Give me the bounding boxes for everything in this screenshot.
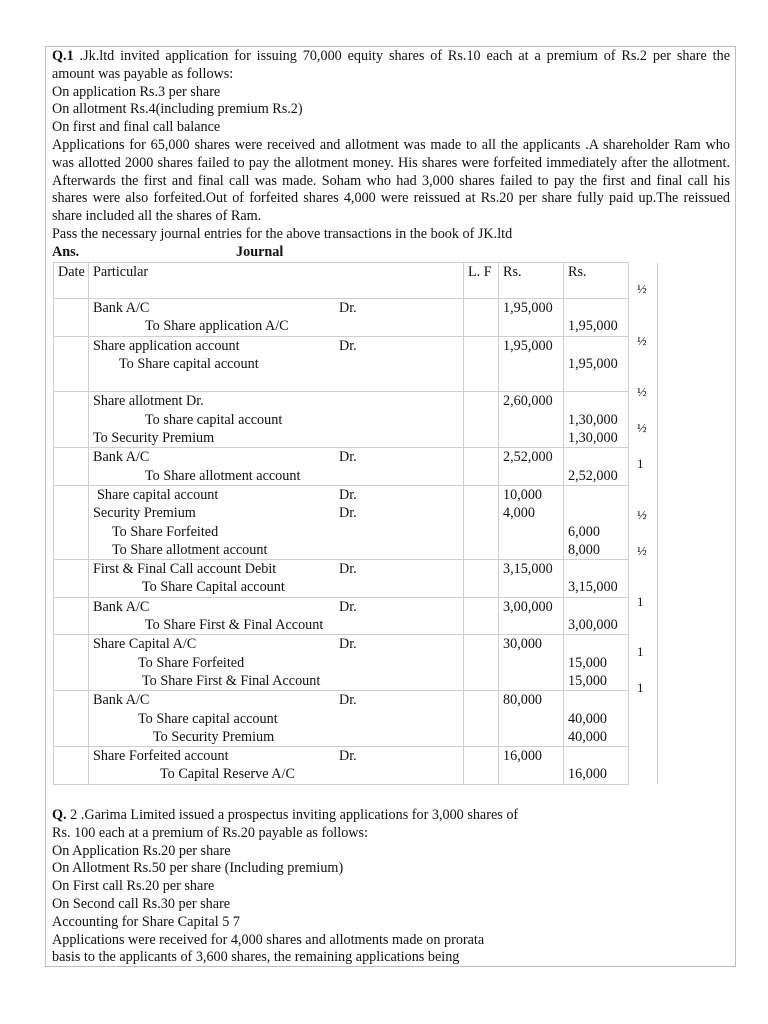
marks-column	[637, 262, 654, 806]
credit-amount	[568, 691, 624, 709]
credit-amount: 1,30,000	[568, 430, 618, 447]
entry-debit	[499, 691, 564, 747]
entry-debit	[499, 336, 564, 392]
debit-tag: Dr.	[339, 561, 357, 578]
debit-amount	[503, 467, 559, 485]
particular-line	[93, 337, 459, 355]
q2-label: Q.	[52, 807, 67, 823]
entry-particular	[89, 597, 464, 635]
entry-debit	[499, 560, 564, 598]
credit-amount: 40,000	[568, 710, 608, 727]
mark: 1	[637, 456, 644, 471]
q1-line-2: On allotment Rs.4(including premium Rs.2)	[52, 101, 303, 118]
entry-particular	[89, 560, 464, 598]
entry-date	[54, 635, 89, 691]
q1-line-0: .Jk.ltd invited application for issuing 70,000 equity shares of Rs.10 each at a premium of Rs.2 per share the amount was payable as follows:	[52, 48, 730, 82]
credit-amount	[568, 598, 624, 616]
entry-lf	[464, 448, 499, 486]
debit-tag: Dr.	[339, 505, 357, 522]
entry-particular	[89, 392, 464, 448]
entry-date	[54, 299, 89, 337]
mark: 1	[637, 594, 644, 609]
particular-line	[93, 578, 459, 596]
q2-intro	[52, 807, 612, 825]
debit-amount	[503, 373, 559, 391]
entry-credit	[564, 747, 629, 785]
particular-line	[93, 317, 459, 335]
journal-entry-row	[54, 336, 658, 392]
debit-tag: Dr.	[339, 300, 357, 316]
entry-particular	[89, 691, 464, 747]
particular-line	[93, 616, 459, 634]
mark: ½	[637, 543, 647, 558]
journal-body	[54, 299, 658, 785]
credit-amount	[568, 337, 624, 355]
journal-entry-row	[54, 392, 658, 448]
entry-date	[54, 560, 89, 598]
entry-particular	[89, 448, 464, 486]
journal-entry-row	[54, 560, 658, 598]
particular-line	[93, 392, 459, 410]
answer-heading	[52, 244, 284, 262]
entry-date	[54, 392, 89, 448]
particular-text: To Capital Reserve A/C	[160, 766, 295, 783]
particular-text: Bank A/C	[93, 300, 150, 316]
q1-line-5: Pass the necessary journal entries for the above transactions in the book of JK.ltd	[52, 225, 513, 242]
debit-amount	[503, 541, 559, 559]
debit-amount	[503, 654, 559, 672]
journal-entry-row	[54, 635, 658, 691]
credit-amount	[568, 504, 624, 522]
q2-line-6: Accounting for Share Capital 5 7	[52, 913, 240, 930]
credit-amount	[568, 747, 624, 765]
q2-line-8: basis to the applicants of 3,600 shares, the remaining applications being	[52, 949, 460, 966]
particular-line	[93, 411, 459, 429]
particular-text: To Share allotment account	[112, 541, 268, 558]
credit-amount	[568, 560, 624, 578]
particular-line	[93, 654, 459, 672]
particular-text: To Share Capital account	[142, 579, 285, 596]
entry-particular	[89, 747, 464, 785]
credit-amount: 1,30,000	[568, 411, 618, 428]
debit-amount	[503, 355, 559, 373]
entry-particular	[89, 299, 464, 337]
header-credit: Rs.	[564, 263, 629, 299]
entry-credit	[564, 392, 629, 448]
credit-amount: 15,000	[568, 654, 608, 671]
mark: ½	[637, 507, 647, 522]
credit-amount: 15,000	[568, 672, 608, 689]
entry-date	[54, 336, 89, 392]
credit-amount	[568, 486, 624, 504]
journal-table	[53, 262, 658, 785]
debit-tag: Dr.	[339, 598, 357, 615]
answer-label: Ans.	[52, 244, 80, 260]
credit-amount: 8,000	[568, 541, 600, 558]
particular-text: Share Capital A/C	[93, 636, 197, 653]
entry-particular	[89, 336, 464, 392]
debit-tag: Dr.	[339, 449, 357, 466]
entry-lf	[464, 392, 499, 448]
entry-date	[54, 747, 89, 785]
particular-text: Bank A/C	[93, 692, 150, 709]
particular-text: To Security Premium	[93, 430, 215, 447]
debit-amount: 30,000	[503, 636, 543, 653]
q2-line-4: On First call Rs.20 per share	[52, 878, 215, 895]
particular-text: To Share capital account	[119, 355, 259, 372]
q2-line-5: On Second call Rs.30 per share	[52, 895, 231, 912]
debit-amount	[503, 578, 559, 596]
entry-debit	[499, 448, 564, 486]
particular-line	[93, 691, 459, 709]
particular-line	[93, 429, 459, 447]
entry-credit	[564, 336, 629, 392]
entry-credit	[564, 691, 629, 747]
particular-line	[93, 467, 459, 485]
debit-amount	[503, 523, 559, 541]
particular-text: Share Forfeited account	[93, 748, 229, 765]
header-date: Date	[54, 263, 89, 299]
entry-lf	[464, 336, 499, 392]
entry-credit	[564, 597, 629, 635]
particular-line	[93, 486, 459, 504]
journal-entry-row	[54, 597, 658, 635]
entry-particular	[89, 485, 464, 559]
q2-line-3: On Allotment Rs.50 per share (Including premium)	[52, 860, 344, 877]
q2-line-1: Rs. 100 each at a premium of Rs.20 payable as follows:	[52, 824, 368, 841]
debit-amount	[503, 411, 559, 429]
particular-text: Share capital account	[97, 486, 219, 503]
entry-lf	[464, 635, 499, 691]
entry-debit	[499, 747, 564, 785]
particular-line	[93, 373, 459, 391]
credit-amount: 6,000	[568, 523, 600, 540]
entry-credit	[564, 560, 629, 598]
entry-lf	[464, 747, 499, 785]
credit-amount: 1,95,000	[568, 355, 618, 372]
credit-amount	[568, 373, 624, 391]
q2-line-7: Applications were received for 4,000 shares and allotments made on prorata	[52, 931, 485, 948]
particular-line	[93, 728, 459, 746]
debit-amount	[503, 710, 559, 728]
debit-tag: Dr.	[339, 748, 357, 765]
credit-amount	[568, 448, 624, 466]
debit-amount	[503, 672, 559, 690]
particular-text: To Share application A/C	[145, 318, 289, 335]
particular-text: Bank A/C	[93, 449, 150, 466]
particular-text: To Share First & Final Account	[145, 617, 324, 634]
header-particular: Particular	[89, 263, 464, 299]
debit-amount: 2,52,000	[503, 449, 553, 466]
particular-text: To Share allotment account	[145, 467, 301, 484]
entry-credit	[564, 485, 629, 559]
particular-text: To Share capital account	[138, 710, 278, 727]
particular-line	[93, 523, 459, 541]
entry-credit	[564, 448, 629, 486]
mark: ½	[637, 420, 647, 435]
particular-text: Share application account	[93, 337, 240, 354]
q1-line-4: Applications for 65,000 shares were received and allotment was made to all the applicants .A shareholder Ram who was allotted 2000 shares failed to pay the allotment money. His shares were forfeited immediately after the allotment. Afterwards the first and final call was made. Soham who had 3,000 shares failed to pay the first and final call his shares were also forfeited.Out of forfeited shares 4,000 were reissued at Rs.20 per share fully paid up.The reissued share included all the shares of Ram.	[52, 136, 730, 225]
debit-amount	[503, 616, 559, 634]
debit-amount: 10,000	[503, 486, 543, 503]
entry-debit	[499, 392, 564, 448]
entry-date	[54, 485, 89, 559]
particular-text: Bank A/C	[93, 598, 150, 615]
entry-lf	[464, 597, 499, 635]
credit-amount	[568, 392, 624, 410]
particular-line	[93, 747, 459, 765]
debit-amount	[503, 429, 559, 447]
particular-text: To Security Premium	[153, 728, 275, 745]
entry-credit	[564, 299, 629, 337]
q2-line-0: 2 .Garima Limited issued a prospectus inviting applications for 3,000 shares of	[66, 807, 519, 823]
journal-entry-row	[54, 747, 658, 785]
particular-text: First & Final Call account Debit	[93, 561, 277, 578]
particular-text: To Share First & Final Account	[142, 672, 321, 689]
particular-line	[93, 504, 459, 522]
q1-intro	[52, 48, 730, 84]
journal-title: Journal	[236, 244, 284, 260]
mark: ½	[637, 333, 647, 348]
credit-amount	[568, 299, 624, 317]
q1-line-3: On first and final call balance	[52, 119, 221, 136]
particular-line	[93, 598, 459, 616]
debit-tag: Dr.	[339, 692, 357, 709]
journal-entry-row	[54, 299, 658, 337]
q1-line-1: On application Rs.3 per share	[52, 83, 221, 100]
debit-amount	[503, 765, 559, 783]
particular-text: Share allotment Dr.	[93, 393, 204, 410]
debit-amount: 16,000	[503, 748, 543, 765]
entry-lf	[464, 560, 499, 598]
entry-credit	[564, 635, 629, 691]
particular-text: To Share Forfeited	[138, 654, 245, 671]
q2-line-2: On Application Rs.20 per share	[52, 842, 231, 859]
entry-debit	[499, 635, 564, 691]
particular-line	[93, 560, 459, 578]
mark: ½	[637, 281, 647, 296]
credit-amount: 1,95,000	[568, 318, 618, 335]
credit-amount: 16,000	[568, 766, 608, 783]
debit-amount: 80,000	[503, 692, 543, 709]
mark: 1	[637, 644, 644, 659]
entry-date	[54, 597, 89, 635]
entry-lf	[464, 299, 499, 337]
particular-line	[93, 355, 459, 373]
particular-line	[93, 672, 459, 690]
entry-debit	[499, 299, 564, 337]
credit-amount	[568, 635, 624, 653]
particular-line	[93, 765, 459, 783]
debit-amount: 1,95,000	[503, 337, 553, 354]
entry-debit	[499, 597, 564, 635]
debit-amount: 2,60,000	[503, 393, 553, 410]
journal-entry-row	[54, 691, 658, 747]
entry-date	[54, 448, 89, 486]
entry-lf	[464, 691, 499, 747]
particular-line	[93, 448, 459, 466]
credit-amount: 40,000	[568, 728, 608, 745]
journal-entry-row	[54, 485, 658, 559]
particular-text: Security Premium	[93, 505, 196, 522]
mark: 1	[637, 680, 644, 695]
header-lf: L. F	[464, 263, 499, 299]
journal-entry-row	[54, 448, 658, 486]
debit-amount: 3,00,000	[503, 598, 553, 615]
debit-tag: Dr.	[339, 337, 357, 354]
debit-amount	[503, 728, 559, 746]
particular-line	[93, 299, 459, 317]
particular-line	[93, 541, 459, 559]
debit-amount: 1,95,000	[503, 300, 553, 316]
credit-amount: 2,52,000	[568, 467, 618, 484]
journal-header-row	[54, 263, 658, 299]
entry-lf	[464, 485, 499, 559]
debit-amount	[503, 317, 559, 335]
debit-tag: Dr.	[339, 486, 357, 503]
entry-debit	[499, 485, 564, 559]
entry-date	[54, 691, 89, 747]
credit-amount: 3,00,000	[568, 617, 618, 634]
particular-line	[93, 635, 459, 653]
header-debit: Rs.	[499, 263, 564, 299]
debit-amount: 4,000	[503, 505, 535, 522]
particular-text: To Share Forfeited	[112, 523, 219, 540]
question-2	[52, 807, 612, 967]
particular-text: To share capital account	[145, 411, 283, 428]
q1-label: Q.1	[52, 48, 74, 64]
particular-line	[93, 710, 459, 728]
credit-amount: 3,15,000	[568, 579, 618, 596]
debit-tag: Dr.	[339, 636, 357, 653]
question-1	[52, 48, 730, 244]
mark: ½	[637, 384, 647, 399]
entry-particular	[89, 635, 464, 691]
debit-amount: 3,15,000	[503, 561, 553, 578]
